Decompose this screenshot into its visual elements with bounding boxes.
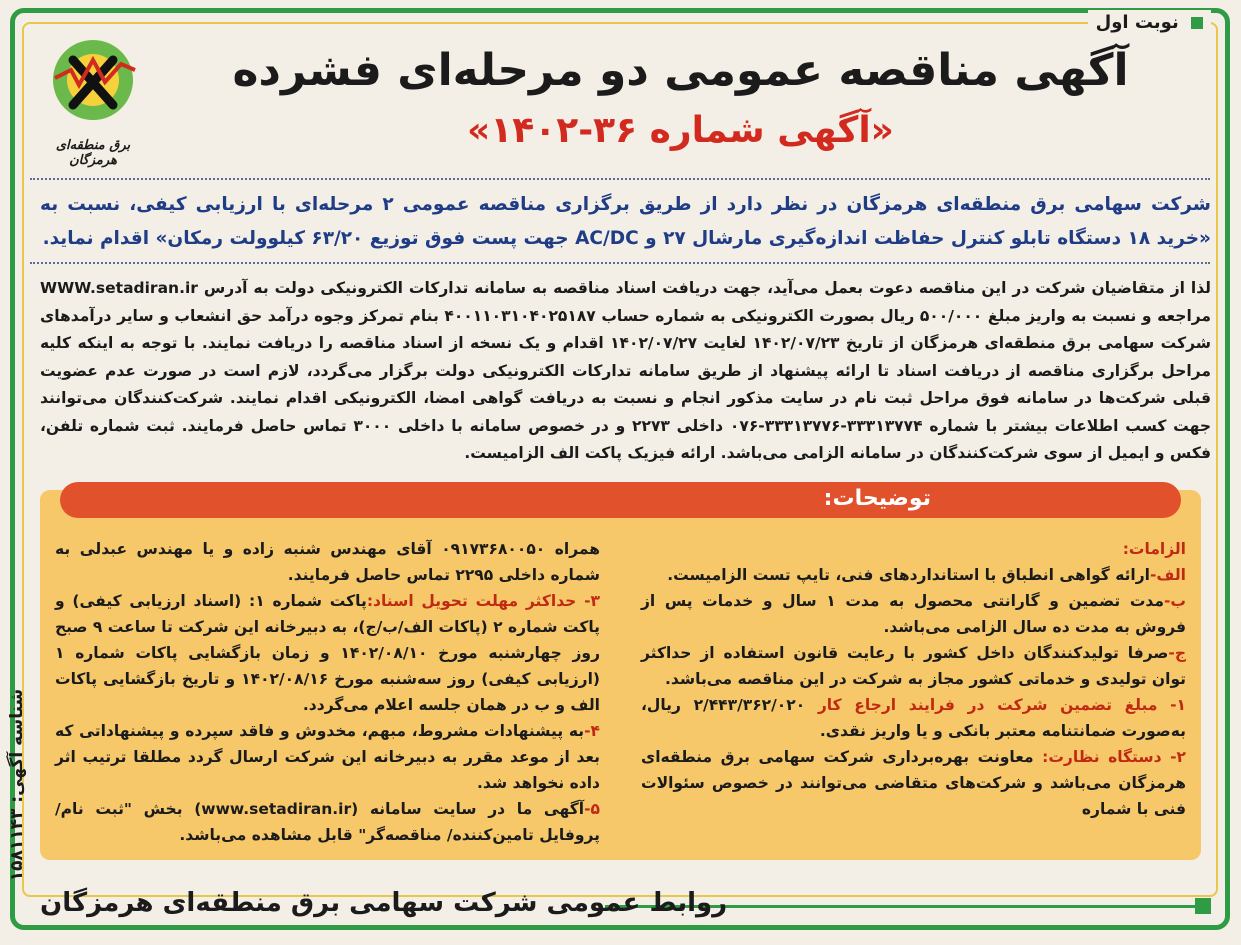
- note-be: ب-مدت تضمین و گارانتی محصول به مدت ۱ سال و خدمات پس از فروش به مدت ده سال الزامی می‌باشد.: [641, 592, 1186, 636]
- body-paragraph: لذا از متقاضیان شرکت در این مناقصه دعوت بعمل می‌آید، جهت دریافت اسناد مناقصه به سامانه تدارکات الکترونیکی دولت به آدرس WWW.setadiran.ir مراجعه و نسبت به واریز مبلغ ۵۰۰/۰۰۰ ریال بصورت الکترونیکی به شماره حساب ۴۰۰۱۱۰۳۱۰۴۰۲۵۱۸۷ بنام تمرکز وجوه درآمد حق انشعاب و سایر درآمدهای شرکت سهامی برق منطقه‌ای هرمزگان از تاریخ ۱۴۰۲/۰۷/۲۳ لغایت ۱۴۰۲/۰۷/۲۷ اقدام و یک نسخه از اسناد مناقصه را دریافت نمایند. با توجه به اینکه کلیه مراحل برگزاری مناقصه از دریافت اسناد تا ارائه پیشنهاد از طریق سامانه تدارکات الکترونیکی دولت برگزار می‌گردد، لازم است در صورت عدم عضویت قبلی شرکت‌ها در سامانه فوق مراحل ثبت نام در سایت مذکور انجام و نسبت به دریافت گواهی امضا، الکترونیکی اقدام نمایند. شرکت‌کنندگان می‌توانند جهت کسب اطلاعات بیشتر با شماره ۳۳۳۱۳۷۷۴-۳۳۳۱۳۷۷۶-۰۷۶ داخلی ۲۲۷۳ و در خصوص سامانه با داخلی ۳۰۰۰ تماس حاصل فرمایند. ثبت شماره تلفن، فکس و ایمیل از سوی شرکت‌کنندگان در سامانه الزامی می‌باشد. ارائه فیزیک پاکت الف الزامیست.: [40, 279, 1212, 462]
- round-label: نوبت اول: [1088, 10, 1211, 35]
- requirements-label: الزامات:: [1122, 540, 1186, 558]
- note-alef: الف-ارائه گواهی انطباق با استانداردهای فنی، تایپ تست الزامیست.: [667, 566, 1186, 584]
- note-item-5: ۵-آگهی ما در سایت سامانه (www.setadiran.ir) بخش "ثبت نام/ پروفایل تامین‌کننده/ مناقصه‌گر" قابل مشاهده می‌باشد.: [55, 800, 600, 844]
- company-logo: [38, 30, 148, 168]
- notes-right-column: [641, 536, 1186, 822]
- intro-paragraph: شرکت سهامی برق منطقه‌ای هرمزگان در نظر دارد از طریق برگزاری مناقصه عمومی ۲ مرحله‌ای با ارزیابی کیفی، نسبت به «خرید ۱۸ دستگاه تابلو کنترل حفاظت اندازه‌گیری مارشال ۲۷ و AC/DC جهت پست فوق توزیع ۶۳/۲۰ کیلوولت رمکان» اقدام نماید.: [40, 194, 1211, 249]
- divider: [30, 178, 1210, 180]
- notice-number: «آگهی شماره ۳۶-۱۴۰۲»: [467, 110, 894, 151]
- page-title: آگهی مناقصه عمومی دو مرحله‌ای فشرده: [232, 45, 1129, 96]
- footer-publisher: روابط عمومی شرکت سهامی برق منطقه‌ای هرمزگان: [40, 888, 728, 918]
- notes-header: توضیحات:: [60, 482, 1181, 518]
- ad-id-vertical: شناسه آگهی: ۱۵۸۱۱۴۳: [7, 688, 27, 882]
- divider: [30, 262, 1210, 264]
- logo-emblem-icon: [43, 30, 143, 130]
- logo-caption: برق منطقه‌ای هرمزگان: [55, 138, 131, 168]
- note-item-4: ۴-به پیشنهادات مشروط، مبهم، مخدوش و فاقد سپرده و پیشنهاداتی که بعد از موعد مقرر به دبیرخانه این شرکت ارسال گردد مطلقا ترتیب اثر داده نخواهد شد.: [55, 722, 600, 792]
- green-square-icon: [1191, 17, 1203, 29]
- note-item-2-continued: همراه ۰۹۱۷۳۶۸۰۰۵۰ آقای مهندس شنبه زاده و یا مهندس عبدلی به شماره داخلی ۲۲۹۵ تماس حاصل فرمایند.: [55, 540, 600, 584]
- note-item-3: ۳- حداکثر مهلت تحویل اسناد:پاکت شماره ۱: (اسناد ارزیابی کیفی) و پاکت شماره ۲ (پاکات الف/ب/ج)، به دبیرخانه این شرکت تا ساعت ۹ صبح روز چهارشنبه مورخ ۱۴۰۲/۰۸/۱۰ و زمان بازگشایی پاکات شماره ۱ (ارزیابی کیفی) روز سه‌شنبه مورخ ۱۴۰۲/۰۸/۱۶ و تاریخ بازگشایی پاکات الف و ب در همان جلسه اعلام می‌گردد.: [55, 592, 600, 714]
- note-item-2: ۲- دستگاه نظارت: معاونت بهره‌برداری شرکت سهامی برق منطقه‌ای هرمزگان می‌باشد و شرکت‌های متقاضی می‌توانند در خصوص سئوالات فنی با شماره: [641, 748, 1186, 818]
- note-jim: ج-صرفا تولیدکنندگان داخل کشور با رعایت قانون استفاده از حداکثر توان تولیدی و خدماتی کشور مجاز به شرکت در این مناقصه می‌باشد.: [641, 644, 1186, 688]
- notes-left-column: [55, 536, 600, 848]
- note-item-1: ۱- مبلغ تضمین شرکت در فرایند ارجاع کار ۲/۴۴۳/۳۶۲/۰۲۰ ریال، به‌صورت ضمانتنامه معتبر بانکی و یا واریز نقدی.: [641, 696, 1186, 740]
